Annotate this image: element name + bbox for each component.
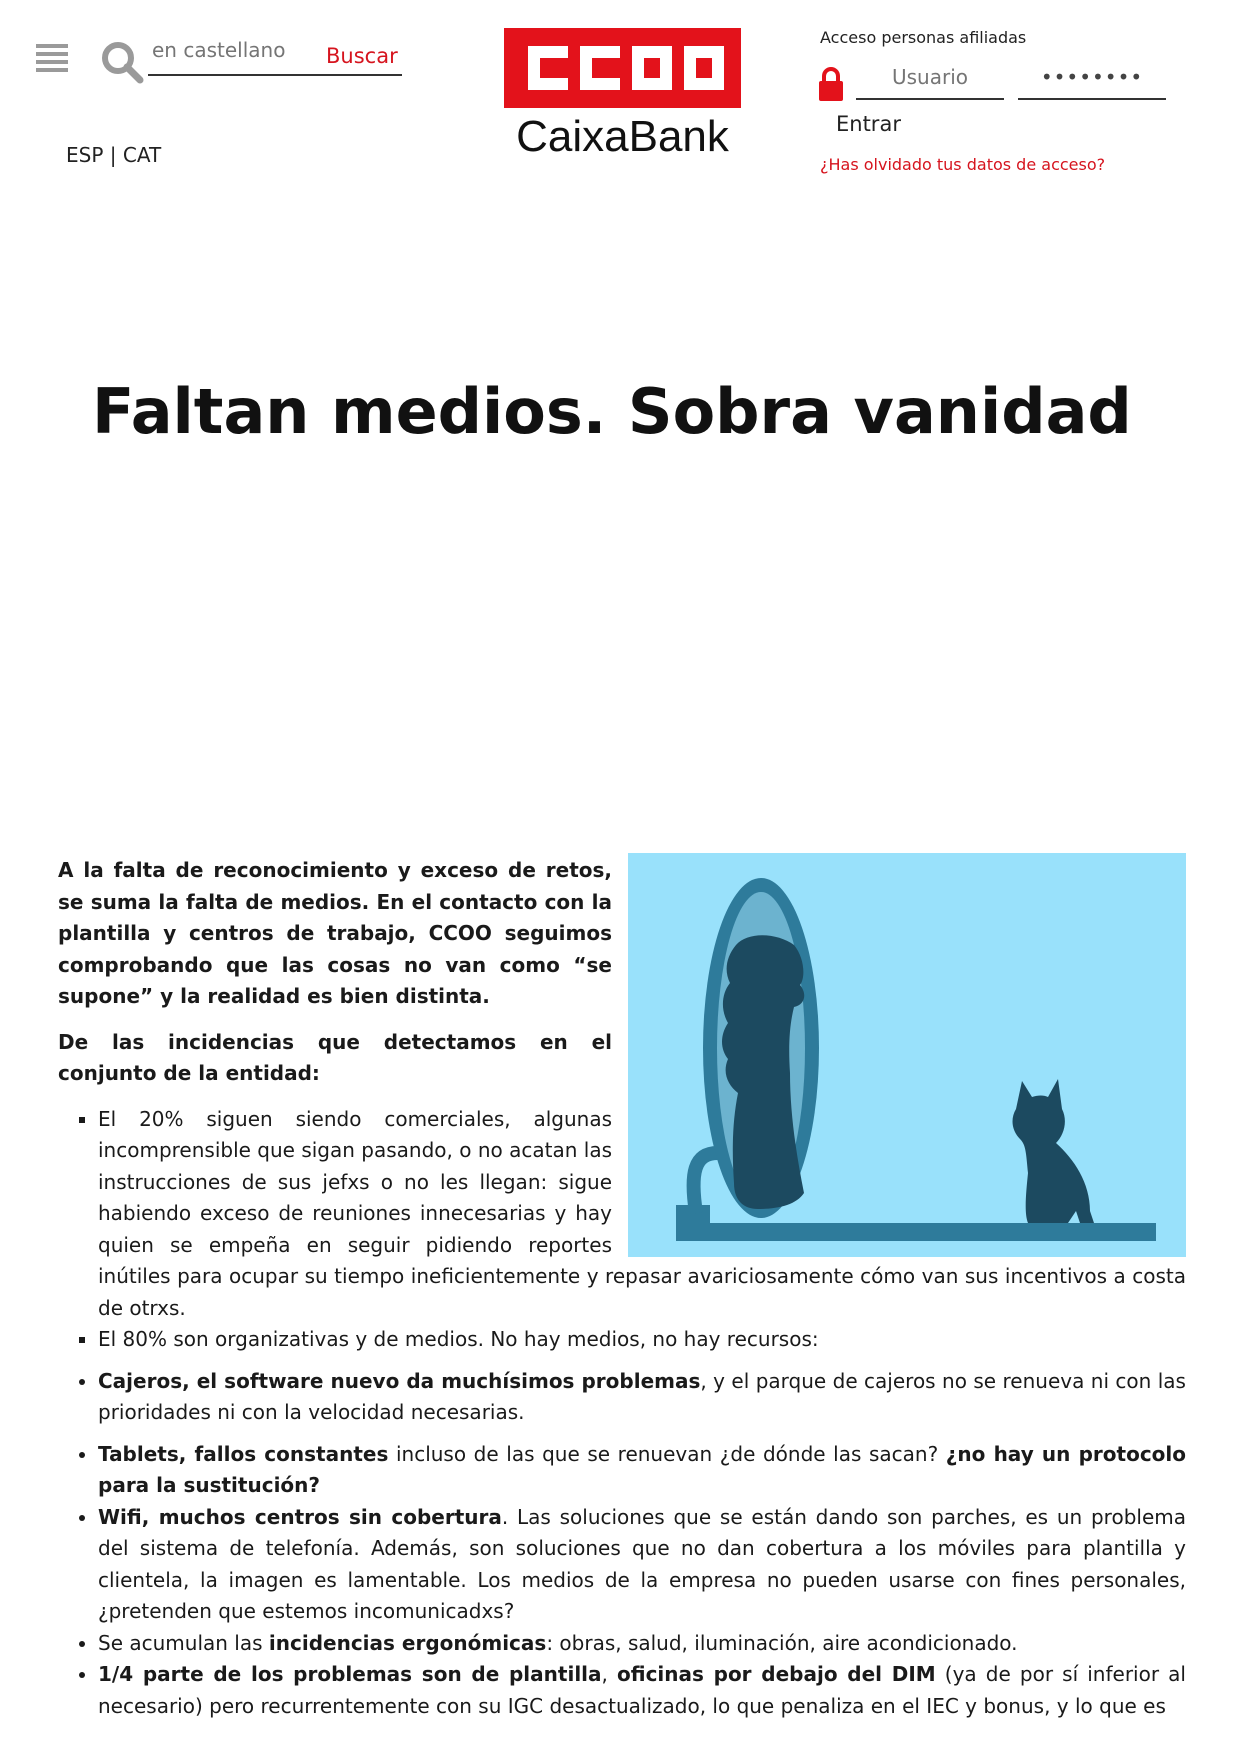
list-item: • Tablets, fallos constantes incluso de las que se renuevan ¿de dónde las sacan? ¿no hay un protocolo para la sustitución? [98,1439,1186,1502]
list-item: • 1/4 parte de los problemas son de plantilla, oficinas por debajo del DIM (ya de por sí inferior al necesario) pero recurrentemente con su IGC desactualizado, lo que penaliza en el IEC y bonus, y lo que es [98,1659,1186,1722]
article-body [58,855,1186,1722]
page-title: Faltan medios. Sobra vanidad [92,375,1132,448]
username-field[interactable] [856,56,1004,100]
list-item: ▪ El 80% son organizativas y de medios. No hay medios, no hay recursos: [98,1324,1186,1356]
list-item: ▪ El 20% siguen siendo comerciales, algunas incomprensible que sigan pasando, o no acatan las instrucciones de sus jefxs o no les llegan: sigue habiendo exceso de reuniones innecesarias y hay quien se empeña en seguir pidiendo reportes inútiles para ocupar su tiempo ineficientemente y repasar avariciosamente cómo van sus incentivos a costa de otrxs. [98,1104,1186,1325]
language-switcher [66,143,161,167]
article-intro: A la falta de reconocimiento y exceso de retos, se suma la falta de medios. En el contacto con la plantilla y centros de trabajo, CCOO seguimos comprobando que las cosas no van como “se supone” y la realidad es bien distinta. [58,858,612,1008]
lock-icon [818,66,844,102]
list-item: • Cajeros, el software nuevo da muchísimos problemas, y el parque de cajeros no se renueva ni con las prioridades ni con la velocidad necesarias. [98,1366,1186,1429]
article-subhead: De las incidencias que detectamos en el conjunto de la entidad: [58,1029,612,1085]
logo-subtitle: CaixaBank [516,112,729,161]
login-button[interactable]: Entrar [836,112,901,136]
means-list [58,1366,1186,1723]
password-field[interactable] [1018,56,1166,100]
list-item: • Wifi, muchos centros sin cobertura. Las soluciones que se están dando son parches, es un problema del sistema de telefonía. Además, son soluciones que no dan cobertura a los móviles para plantilla y clientela, la imagen es lamentable. Los medios de la empresa no pueden usarse con fines personales, ¿pretenden que estemos incomunicadxs? [98,1502,1186,1628]
lang-separator: | [109,143,117,167]
search-button[interactable]: Buscar [326,44,398,68]
hero-image [628,853,1186,1257]
lang-esp-link[interactable]: ESP [66,143,104,167]
login-label: Acceso personas afiliadas [820,28,1027,47]
lang-cat-link[interactable]: CAT [122,143,162,167]
forgot-password-link[interactable]: ¿Has olvidado tus datos de acceso? [820,155,1106,174]
search-input[interactable] [148,30,316,70]
menu-icon[interactable] [36,44,68,74]
cat-lion-mirror-icon [628,853,1186,1257]
list-item: • Se acumulan las incidencias ergonómicas: obras, salud, iluminación, aire acondicionado. [98,1628,1186,1660]
search-icon[interactable] [100,40,144,84]
ccoo-logo[interactable] [504,28,741,108]
search-underline [148,74,402,76]
